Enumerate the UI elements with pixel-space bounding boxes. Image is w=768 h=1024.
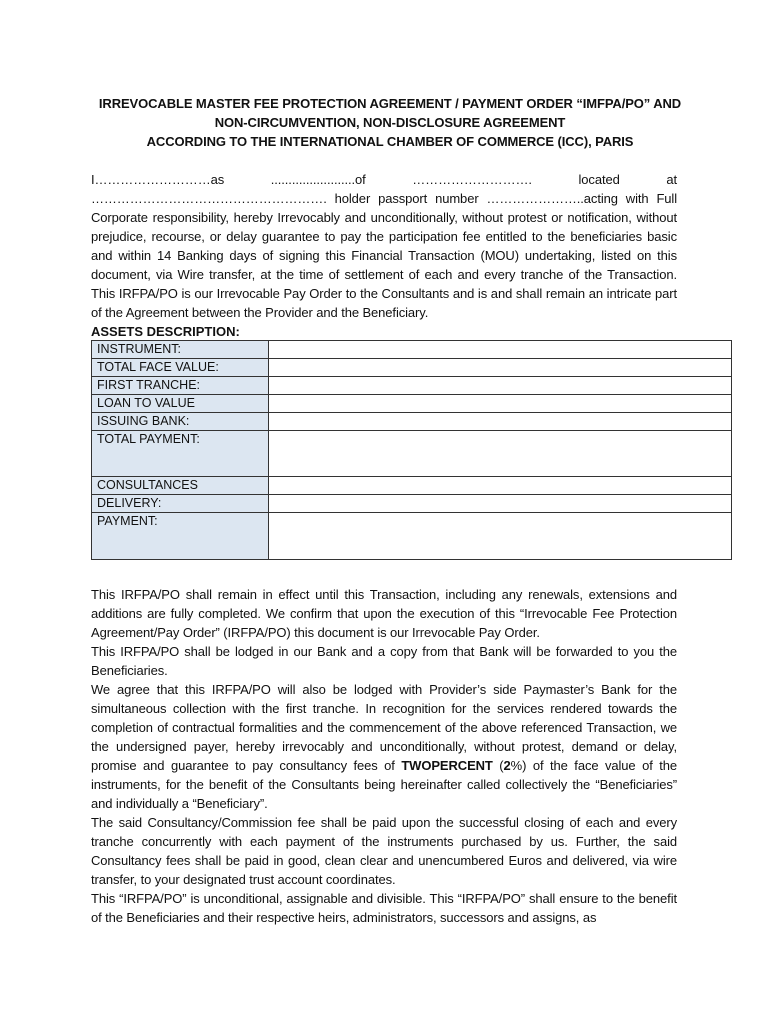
intro-text: ………………………………………………. holder passport number …………………..acting with Full Corporate responsibility, hereby Irrevocably and unconditionally, without protest or notification, without prejudice, recourse, or delay guarantee to pay the participation fee entitled to the beneficiaries basic and within 14 Banking days of signing this Financial Transaction (MOU) undertaking, listed on this document, via Wire transfer, at the time of settlement of each and every tranche of the Transaction. This IRFPA/PO is our Irrevocable Pay Order to the Consultants and is and shall remain an intricate part of the Agreement between the Provider and the Beneficiary. [91,191,677,320]
row-label: TOTAL PAYMENT: [92,431,269,477]
document-title [90,94,690,151]
row-label: ISSUING BANK: [92,413,269,431]
row-value-field [269,377,732,395]
paragraph-effect: This IRFPA/PO shall remain in effect until this Transaction, including any renewals, extensions and additions are fully completed. We confirm that upon the execution of this “Irrevocable Fee Protection Agreement/Pay Order” (IRFPA/PO) this document is our Irrevocable Pay Order. [91,587,677,640]
fill-located: located [578,172,620,187]
fee-percent-words: TWOPERCENT [401,758,493,773]
table-row [92,341,732,359]
table-row [92,495,732,513]
table-row [92,513,732,560]
row-label: TOTAL FACE VALUE: [92,359,269,377]
table-row [92,477,732,495]
paragraph-commission: The said Consultancy/Commission fee shall be paid upon the successful closing of each and every tranche concurrently with each payment of the instruments purchased by us. Further, the said Consultancy fees shall be paid in good, clean clear and unencumbered Euros and delivered, via wire transfer, to your designated trust account coordinates. [91,815,677,887]
fees-text-c: %) of the face value of the instruments, for the benefit of the Consultants being hereinafter called collectively the “Beneficiaries” and individually a “Beneficiary”. [91,758,677,811]
row-label: DELIVERY: [92,495,269,513]
row-value-field [269,431,732,477]
table-row [92,395,732,413]
paragraph-assignable: This “IRFPA/PO” is unconditional, assignable and divisible. This “IRFPA/PO” shall ensure to the benefit of the Beneficiaries and their respective heirs, administrators, successors and assigns, as [91,891,677,925]
table-row [92,359,732,377]
row-label: LOAN TO VALUE [92,395,269,413]
row-label: PAYMENT: [92,513,269,560]
table-row [92,413,732,431]
assets-heading: ASSETS DESCRIPTION: [91,324,240,339]
row-value-field [269,395,732,413]
row-value-field [269,513,732,560]
fees-text-b: ( [492,758,504,773]
fill-at: at [666,172,677,187]
title-line-2: NON-CIRCUMVENTION, NON-DISCLOSURE AGREEMENT [214,115,566,130]
title-line-1: IRREVOCABLE MASTER FEE PROTECTION AGREEMENT / PAYMENT ORDER “IMFPA/PO” AND [98,96,682,111]
fill-title: ........................of [270,172,366,187]
paragraph-lodged: This IRFPA/PO shall be lodged in our Bank and a copy from that Bank will be forwarded to you the Beneficiaries. [91,644,677,678]
intro-fill-line [91,170,677,189]
fill-company: ………………………. [412,172,532,187]
row-value-field [269,495,732,513]
intro-paragraph [91,170,677,322]
assets-table [91,340,732,560]
row-value-field [269,341,732,359]
paragraph-fees [91,680,677,813]
row-label: FIRST TRANCHE: [92,377,269,395]
fill-name: I………………………as [91,172,225,187]
fees-text-a: We agree that this IRFPA/PO will also be lodged with Provider’s side Paymaster’s Bank for the simultaneous collection with the first tranche. In recognition for the services rendered towards the completion of contractual formalities and the commencement of the above referenced Transaction, we the undersigned payer, hereby irrevocably and unconditionally, without protest, demand or delay, promise and guarantee to pay consultancy fees of [91,682,677,773]
row-value-field [269,413,732,431]
table-row [92,377,732,395]
table-row [92,431,732,477]
row-value-field [269,477,732,495]
agreement-body [91,585,677,927]
title-line-3: ACCORDING TO THE INTERNATIONAL CHAMBER OF COMMERCE (ICC), PARIS [146,134,634,149]
row-value-field [269,359,732,377]
row-label: CONSULTANCES [92,477,269,495]
fee-percent-number: 2 [503,758,511,773]
row-label: INSTRUMENT: [92,341,269,359]
